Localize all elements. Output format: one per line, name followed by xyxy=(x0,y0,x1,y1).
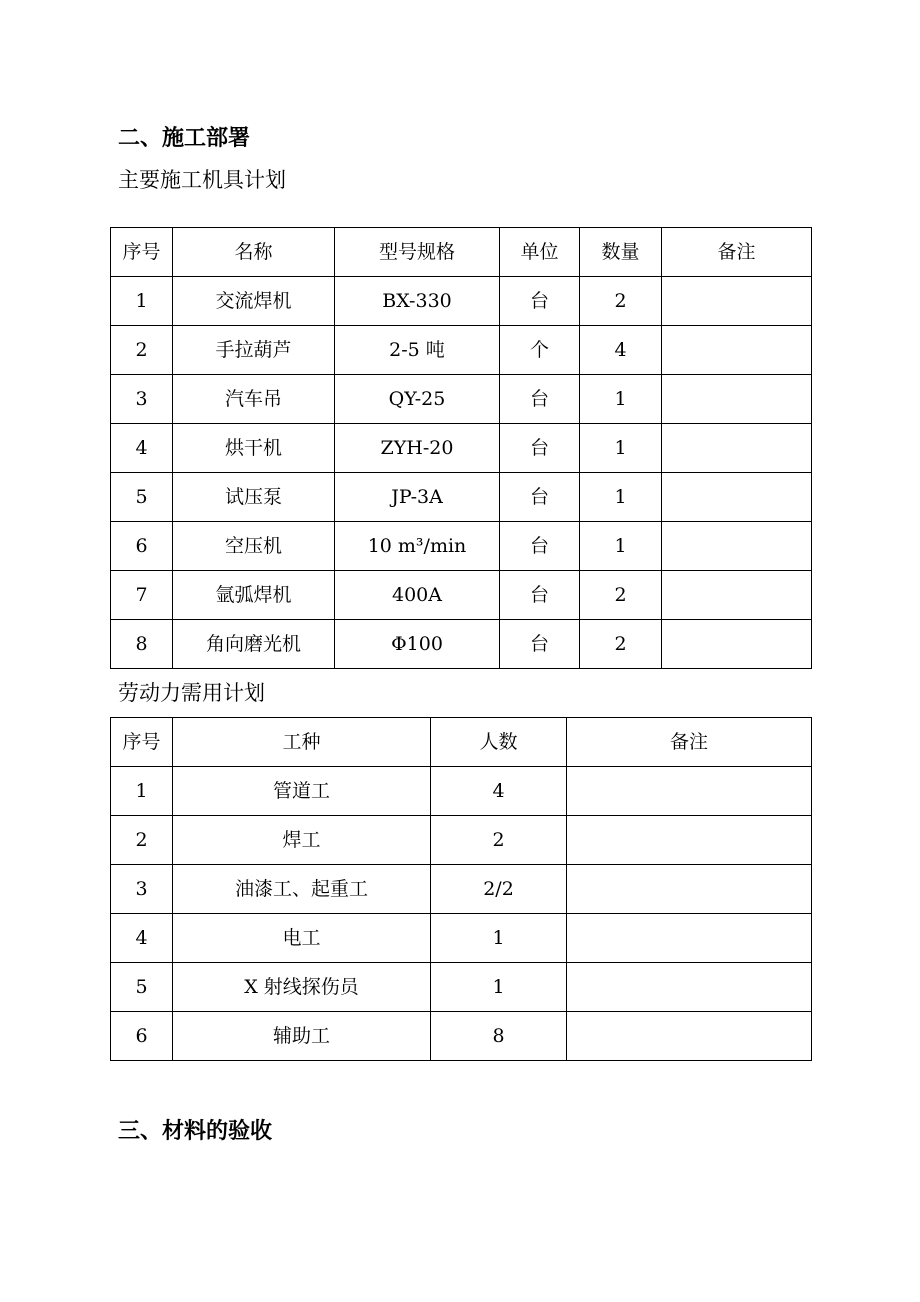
header-row xyxy=(111,228,812,277)
equipment-plan-title: 主要施工机具计划 xyxy=(118,168,286,192)
labor-plan-title: 劳动力需用计划 xyxy=(118,681,265,705)
cell-model-spec: 10 m³/min xyxy=(335,522,500,571)
cell-unit: 台 xyxy=(500,473,580,522)
cell-name: 烘干机 xyxy=(173,424,335,473)
cell-trade: X 射线探伤员 xyxy=(173,963,431,1012)
cell-quantity: 1 xyxy=(580,424,662,473)
header-trade: 工种 xyxy=(173,718,431,767)
cell-quantity: 1 xyxy=(580,375,662,424)
cell-remarks xyxy=(662,571,812,620)
cell-headcount: 8 xyxy=(431,1012,567,1061)
table-row xyxy=(111,522,812,571)
table-row xyxy=(111,963,812,1012)
cell-trade: 电工 xyxy=(173,914,431,963)
cell-remarks xyxy=(567,963,812,1012)
cell-quantity: 2 xyxy=(580,571,662,620)
table-row xyxy=(111,473,812,522)
cell-index: 7 xyxy=(111,571,173,620)
cell-unit: 台 xyxy=(500,571,580,620)
cell-name: 氩弧焊机 xyxy=(173,571,335,620)
table-row xyxy=(111,816,812,865)
cell-headcount: 2 xyxy=(431,816,567,865)
equipment-plan-table xyxy=(110,227,812,669)
section-2-heading: 二、施工部署 xyxy=(118,125,251,151)
cell-headcount: 4 xyxy=(431,767,567,816)
table-row xyxy=(111,571,812,620)
table-row xyxy=(111,375,812,424)
cell-quantity: 2 xyxy=(580,620,662,669)
cell-headcount: 1 xyxy=(431,963,567,1012)
table-row xyxy=(111,865,812,914)
cell-index: 6 xyxy=(111,1012,173,1061)
cell-name: 试压泵 xyxy=(173,473,335,522)
section-3-heading: 三、材料的验收 xyxy=(118,1118,273,1144)
cell-quantity: 4 xyxy=(580,326,662,375)
cell-remarks xyxy=(662,375,812,424)
header-remarks: 备注 xyxy=(567,718,812,767)
cell-unit: 台 xyxy=(500,375,580,424)
cell-name: 交流焊机 xyxy=(173,277,335,326)
cell-trade: 辅助工 xyxy=(173,1012,431,1061)
cell-trade: 油漆工、起重工 xyxy=(173,865,431,914)
cell-model-spec: Φ100 xyxy=(335,620,500,669)
cell-index: 2 xyxy=(111,816,173,865)
header-remarks: 备注 xyxy=(662,228,812,277)
cell-unit: 台 xyxy=(500,522,580,571)
header-index: 序号 xyxy=(111,228,173,277)
cell-model-spec: BX-330 xyxy=(335,277,500,326)
cell-model-spec: ZYH-20 xyxy=(335,424,500,473)
cell-remarks xyxy=(567,865,812,914)
cell-model-spec: JP-3A xyxy=(335,473,500,522)
cell-quantity: 1 xyxy=(580,522,662,571)
cell-name: 角向磨光机 xyxy=(173,620,335,669)
cell-remarks xyxy=(662,326,812,375)
cell-index: 4 xyxy=(111,424,173,473)
cell-remarks xyxy=(662,424,812,473)
cell-unit: 台 xyxy=(500,277,580,326)
cell-trade: 管道工 xyxy=(173,767,431,816)
header-index: 序号 xyxy=(111,718,173,767)
cell-name: 汽车吊 xyxy=(173,375,335,424)
table-row xyxy=(111,914,812,963)
table-row xyxy=(111,1012,812,1061)
cell-index: 3 xyxy=(111,375,173,424)
header-unit: 单位 xyxy=(500,228,580,277)
cell-headcount: 1 xyxy=(431,914,567,963)
table-row xyxy=(111,424,812,473)
cell-remarks xyxy=(567,1012,812,1061)
header-row xyxy=(111,718,812,767)
cell-remarks xyxy=(567,914,812,963)
cell-remarks xyxy=(662,473,812,522)
cell-remarks xyxy=(567,816,812,865)
cell-index: 3 xyxy=(111,865,173,914)
cell-remarks xyxy=(567,767,812,816)
header-quantity: 数量 xyxy=(580,228,662,277)
cell-model-spec: 400A xyxy=(335,571,500,620)
cell-unit: 台 xyxy=(500,620,580,669)
cell-remarks xyxy=(662,277,812,326)
header-model-spec: 型号规格 xyxy=(335,228,500,277)
cell-unit: 台 xyxy=(500,424,580,473)
cell-index: 6 xyxy=(111,522,173,571)
cell-unit: 个 xyxy=(500,326,580,375)
cell-index: 2 xyxy=(111,326,173,375)
cell-model-spec: QY-25 xyxy=(335,375,500,424)
cell-remarks xyxy=(662,620,812,669)
cell-name: 空压机 xyxy=(173,522,335,571)
cell-quantity: 2 xyxy=(580,277,662,326)
cell-index: 8 xyxy=(111,620,173,669)
cell-remarks xyxy=(662,522,812,571)
table-row xyxy=(111,767,812,816)
table-row xyxy=(111,620,812,669)
cell-index: 4 xyxy=(111,914,173,963)
cell-name: 手拉葫芦 xyxy=(173,326,335,375)
cell-trade: 焊工 xyxy=(173,816,431,865)
table-row xyxy=(111,326,812,375)
cell-model-spec: 2-5 吨 xyxy=(335,326,500,375)
header-name: 名称 xyxy=(173,228,335,277)
table-row xyxy=(111,277,812,326)
labor-plan-table xyxy=(110,717,812,1061)
cell-index: 1 xyxy=(111,767,173,816)
cell-index: 5 xyxy=(111,963,173,1012)
cell-quantity: 1 xyxy=(580,473,662,522)
cell-headcount: 2/2 xyxy=(431,865,567,914)
cell-index: 1 xyxy=(111,277,173,326)
cell-index: 5 xyxy=(111,473,173,522)
header-headcount: 人数 xyxy=(431,718,567,767)
